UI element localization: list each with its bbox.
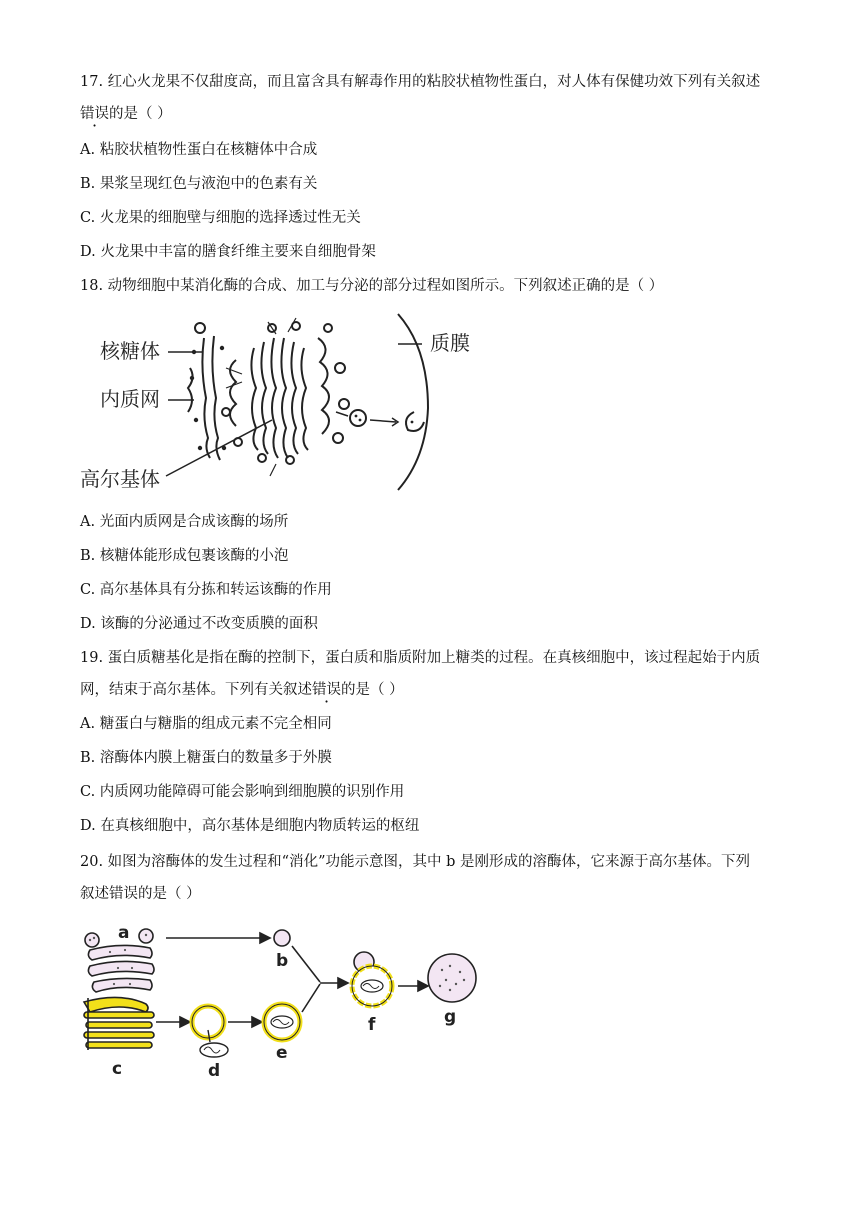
q20-stem-line1: 20. 如图为溶酶体的发生过程和“消化”功能示意图，其中 b 是刚形成的溶酶体，它来源于高尔基体。下列 [80,854,750,870]
plasma-membrane [398,314,428,490]
secretory-vesicle [350,410,366,426]
q17-emphasis: 错误 [80,106,109,122]
label-b: b [276,951,289,971]
label-f: f [368,1015,376,1035]
label-d: d [208,1061,221,1081]
q17-option-d: D. 火龙果中丰富的膳食纤维主要来自细胞骨架 [80,244,376,260]
label-a: a [118,923,130,943]
label-membrane: 质膜 [430,331,470,355]
label-er: 内质网 [100,387,160,411]
label-g: g [444,1007,457,1027]
label-e: e [276,1043,288,1063]
q19-option-c: C. 内质网功能障碍可能会影响到细胞膜的识别作用 [80,784,405,800]
q18-stem: 18. 动物细胞中某消化酶的合成、加工与分泌的部分过程如图所示。下列叙述正确的是（ ） [80,278,664,294]
q19-stem-tail: 的是（ ） [341,682,404,698]
q19-emphasis: 错误 [312,682,341,698]
residual-body-g [428,954,476,1002]
q19-option-b: B. 溶酶体内膜上糖蛋白的数量多于外膜 [80,750,332,766]
q17-stem-line1: 17. 红心火龙果不仅甜度高，而且富含具有解毒作用的粘胶状植物性蛋白，对人体有保健功效下列有关叙述 [80,74,761,90]
label-c: c [112,1059,123,1079]
lysosome-b [274,930,290,946]
q19-stem-line1: 19. 蛋白质糖基化是指在酶的控制下，蛋白质和脂质附加上糖类的过程。在真核细胞中，该过程起始于内质 [80,650,761,666]
q18-option-a: A. 光面内质网是合成该酶的场所 [80,514,289,530]
fusing-vesicle [406,412,424,431]
q19-stem-head: 网，结束于高尔基体。下列有关叙述 [80,682,312,698]
q19-option-d: D. 在真核细胞中，高尔基体是细胞内物质转运的枢纽 [80,818,420,834]
q18-option-b: B. 核糖体能形成包裹该酶的小泡 [80,548,289,564]
q20-stem-line2: 叙述错误的是（ ） [80,886,201,902]
q17-stem-line2 [80,104,172,124]
q18-secretion-figure [76,308,496,498]
er-c [84,997,154,1050]
q18-option-c: C. 高尔基体具有分拣和转运该酶的作用 [80,582,332,598]
q17-option-c: C. 火龙果的细胞壁与细胞的选择透过性无关 [80,210,361,226]
q20-lysosome-figure [80,922,490,1082]
label-ribosome: 核糖体 [100,339,160,363]
q17-stem-tail: 的是（ ） [109,106,172,122]
label-golgi: 高尔基体 [80,467,160,491]
q17-option-a: A. 粘胶状植物性蛋白在核糖体中合成 [80,142,318,158]
q17-option-b: B. 果浆呈现红色与液泡中的色素有关 [80,176,318,192]
q18-option-d: D. 该酶的分泌通过不改变质膜的面积 [80,616,318,632]
q19-option-a: A. 糖蛋白与糖脂的组成元素不完全相同 [80,716,332,732]
q19-stem-line2 [80,680,404,700]
